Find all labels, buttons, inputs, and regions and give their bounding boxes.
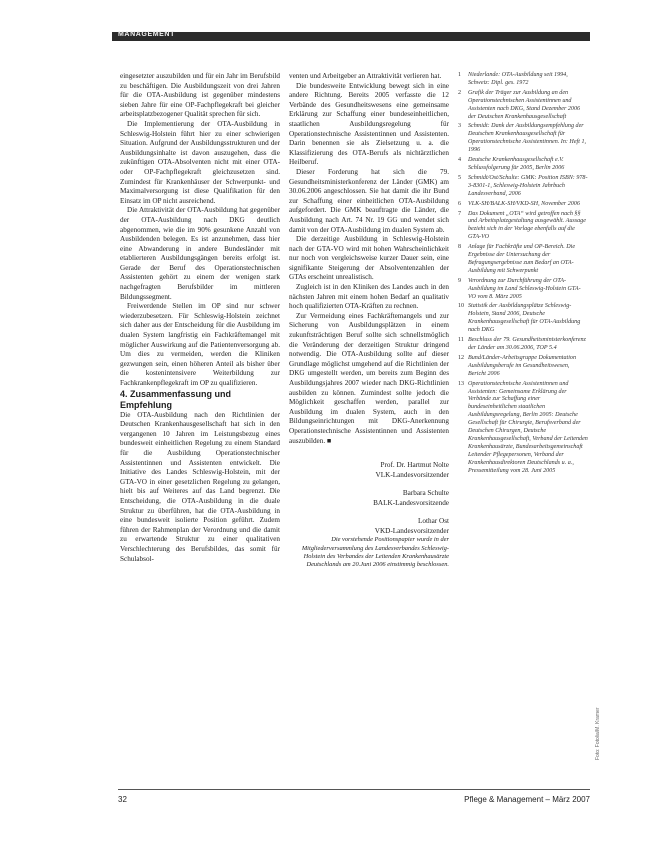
footnote: [458, 303, 588, 335]
paragraph: Die bundesweite Entwicklung bewegt sich in eine andere Richtung. Bereits 2005 verfasste die 12 Verbände des Gesundheitswesens eine gemeinsame Erklärung zur Schaffung einer bundeseinheitlichen, staatlichen Ausbildungsregelung für Operationstechnische Assistentinnen und Assistenten. Darin benennen sie als Zielsetzung u. a. die Klassifizierung des OTA-Berufs als nichtärztlichen Heilberuf.: [289, 81, 449, 167]
footnote: [458, 157, 588, 173]
paragraph: Die Implementierung der OTA-Ausbildung in Schleswig-Holstein führt hier zu einer schwierigen Situation. Aufgrund der Ausbildungsstrukturen und der Ausbildungsinhalte ist davon auszugehen, dass die zukünftigen OTA-Absolventen nicht mit einer OTA- oder OP-Fachpflegekraft gleichzusetzen sind. Zumindest für Krankenhäuser der Schwerpunkt- und Maximalversorgung ist diese Qualifikation für den Einsatz im OP nicht ausreichend.: [120, 119, 280, 205]
signature-block: [289, 460, 449, 536]
footnote: [458, 123, 588, 155]
footnote: [458, 72, 588, 88]
paragraph: Zur Vermeidung eines Fachkräftemangels und zur Sicherung von Ausbildungsplätzen in einem zukunftsträchtigen Beruf sollte sich schnellstmöglich die Veränderung der derzeitigen Struktur dringend notwendig. Die OTA-Ausbildung sollte auf dieser Grundlage möglichst umgehend auf die Richtlinien der DKG umgestellt werden, um bereits zum Beginn des Ausbildungsjahres 2007 wieder nach DKG-Richtlinien ausbilden zu können. Zumindest sollte jedoch die Möglichkeit geschaffen werden, parallel zur Ausbildung im dualen System, auch in den Bildungseinrichtungen mit DKG-Anerkennung Operationstechnische Assistentinnen und Assistenten auszubilden. ■: [289, 311, 449, 445]
footnote-number: 5: [458, 174, 462, 181]
paragraph: Die OTA-Ausbildung nach den Richtlinien der Deutschen Krankenhausgesellschaft hat sich in den vergangenen 10 Jahren im Leistungsbezug eines bundesweit einheitlichen Regelung zu einem Standard für die Ausbildung Operationstechnischer Assistentinnen und Assistenten entwickelt. Die Initiative des Landes Schleswig-Holstein, mit der GTA-VO in einer gesetzlichen Regelung zu gelangen, hielt bis auf Weiteres auf das Land begrenzt. Die Entscheidung, die OTA-Ausbildung in die duale Struktur zu überführen, hat die OTA-Ausbildung in eine bundesweit isolierte Position geführt. Zudem führen der Rahmenplan der Verordnung und die damit zu erwartende Struktur zu einer qualitativen Verschlechterung des Berufsbildes, das somit für Schulabsol-: [120, 410, 280, 563]
section-heading: 4. Zusammenfassung und Empfehlung: [120, 388, 232, 410]
footnote-text: Operationstechnische Assistentinnen und Assistenten: Gemeinsame Erklärung der Verbände zur Schaffung einer bundeseinheitlichen staatlichen Ausbildungsregelung, Berlin 2005: Deutsche Gesellschaft für Chirurgie, Berufsverband der Deutschen Chirurgen, Deutsche Krankenhausgesellschaft, Verband der Leitenden Krankenhausärzte, Bundesarbeitsgemeinschaft Leitender Pflegepersonen, Verband der Krankenhausdirektoren Deutschlands u. a., Pressemitteilung vom 28. Juni 2005: [468, 380, 588, 474]
footnote-number: 11: [458, 337, 464, 344]
paragraph: eingesetzter auszubilden und für ein Jahr im Berufsbild zu beschäftigen. Die Ausbildungszeit von drei Jahren für die OTA-Ausbildung ist gegenüber mindestens sieben Jahre für eine OP-Fachpflegekraft bei gleicher arbeitsplatzbezogener Qualität sprechen für sich.: [120, 72, 280, 119]
footnote-text: Bund/Länder-Arbeitsgruppe Dokumentation Ausbildungsberufe im Gesundheitswesen, Bericht 2006: [468, 354, 577, 377]
footnotes-column: [458, 72, 588, 478]
paragraph: Dieser Forderung hat sich die 79. Gesundheitsministerkonferenz der Länder (GMK) am 30.06.2006 angeschlossen. Sie hat damit die ihr Bund zur Schaffung einer einheitlichen OTA-Ausbildung aufgefordert. Die GMK beauftragte die Länder, die Ausbildung nach Art. 74 Nr. 19 GG und wendet sich damit von der OTA-Ausbildung im dualen System ab.: [289, 167, 449, 234]
signature-name: Barbara Schulte: [402, 489, 449, 498]
footnote-number: 3: [458, 123, 462, 130]
footnote-number: 13: [458, 380, 465, 387]
footnote-text: Schmidt/Ost/Schulte: GMK: Position ISBN: 978-3-8301-1, Schleswig-Holstein Jahrbuch Landesverband, 2006: [468, 174, 588, 197]
footnote-text: Grafik der Träger zur Ausbildung an den Operationstechnischen Assistentinnen und Assistenten nach DKG, Stand Dezember 2006 der Deutschen Krankenhausgesellschaft: [468, 89, 581, 120]
footnote: [458, 201, 588, 209]
section-label: MANAGEMENT: [118, 31, 175, 38]
footnote-text: Das Dokument „OTA“ wird getroffen nach §§ und Arbeitsplatzgestaltung ausgewählt. Aussage bezieht sich in der Vorlage ebenfalls auf die GTA-VO: [468, 210, 586, 241]
footnote: [458, 211, 588, 243]
paragraph: Die Attraktivität der OTA-Ausbildung hat gegenüber der OTA-Ausbildung nach DKG deutlich abgenommen, wie die im 90% gesunkene Anzahl von Ausbildenden belegen. Es ist anzunehmen, dass hier eine Abwanderung in andere Bundesländer mit etablierteren Ausbildungsgängen bereits erfolgt ist. Gerade der Beruf des Operationstechnischen Assistenten gehört zu einem der wenigen stark nachgefragten Berufsbilder im mittleren Bildungssegment.: [120, 206, 280, 301]
text-column-2: [289, 72, 449, 570]
footnote-text: Schmidt: Dank der Ausbildungsempfehlung der Deutschen Krankenhausgesellschaft für Operationstechnische Assistentinnen. In: Heft 1, 1996: [468, 123, 587, 154]
closing-note: Die vorstehende Positionspapier wurde in der Mitgliederversammlung des Landesverbandes Schleswig-Holstein des Verbandes der Leitenden Krankenhausärzte Deutschlands am 20.Juni 2006 einstimmig beschlossen.: [301, 536, 449, 569]
section-header-bar: [112, 32, 590, 41]
page-number: 32: [118, 795, 127, 804]
footnote-number: 6: [458, 200, 462, 207]
footnote-number: 9: [458, 277, 462, 284]
footnote: [458, 381, 588, 476]
footnote-number: 2: [458, 89, 462, 96]
footnote: [458, 337, 588, 353]
signature-name: Prof. Dr. Hartmut Nolte: [380, 461, 449, 470]
footnote-text: Statistik der Ausbildungsplätze Schleswig-Holstein, Stand 2006, Deutsche Krankenhausgesellschaft für OTA-Ausbildung nach DKG: [468, 303, 581, 334]
footnote-number: 12: [458, 354, 465, 361]
signature-role: BALK-Landesvorsitzende: [373, 499, 449, 508]
paragraph: Die derzeitige Ausbildung in Schleswig-Holstein nach der GTA-VO wird mit hohen Wahrscheinlichkeit nur noch von vergleichsweise kurzer Dauer sein, eine signifikante Steigerung der Absolventenzahlen der GTAs erscheint unrealistisch.: [289, 235, 449, 282]
journal-footer: Pflege & Management – März 2007: [464, 795, 590, 804]
footnote-number: 8: [458, 244, 462, 251]
signature-role: VKD-Landesvorsitzender: [374, 527, 449, 536]
signature-role: VLK-Landesvorsitzender: [375, 471, 449, 480]
footnote-number: 1: [458, 72, 462, 78]
footnote: [458, 244, 588, 276]
paragraph: Freiwerdende Stellen im OP sind nur schwer wiederzubesetzen. Für Schleswig-Holstein zeichnet sich daher aus der Entscheidung für die Ausbildung im dualen System langfristig ein Fachkräftemangel mit möglicher Auswirkung auf die Patientenversorgung ab. Um dies zu vermeiden, werden die Kliniken gezwungen sein, einen höheren Anteil als bisher über die kostenintensivere Weiterbildung zur Fachkrankenpflegekraft im OP zu qualifizieren.: [120, 302, 280, 387]
footnote-text: Verordnung zur Durchführung der OTA-Ausbildung im Land Schleswig-Holstein GTA-VO vom 8. März 2005: [468, 277, 581, 300]
footnote-text: Anlage für Fachkräfte und OP-Bereich. Die Ergebnisse der Untersuchung der Befragungsergebnisse zum Bedarf an OTA-Ausbildung mit Schwerpunkt: [468, 244, 576, 274]
footnote-text: Beschluss der 79. Gesundheitsministerkonferenz der Länder am 30.06.2006, TOP 5.4: [468, 337, 586, 351]
footnote: [458, 175, 588, 199]
footnote-text: VLK-SH/BALK-SH/VKD-SH, November 2006: [468, 200, 580, 207]
footer-rule: [118, 789, 590, 790]
signature-name: Lothar Ost: [418, 517, 449, 526]
footnote: [458, 355, 588, 379]
footnote-number: 4: [458, 157, 462, 164]
footnote-text: Niederlande: OTA-Ausbildung seit 1994, Schweiz: Dipl. ges. 1972: [468, 72, 568, 86]
footnote: [458, 278, 588, 302]
photo-credit: Foto: Fotolia/M. Kramer: [595, 707, 601, 760]
footnote-text: Deutsche Krankenhausgesellschaft e.V. Schlussfolgerung für 2005, Berlin 2006: [468, 157, 565, 171]
paragraph: venten und Arbeitgeber an Attraktivität verlieren hat.: [289, 72, 442, 80]
footnote: [458, 90, 588, 122]
text-column-1: [120, 72, 280, 564]
paragraph: Zugleich ist in den Kliniken des Landes auch in den nächsten Jahren mit einem hohen Bedarf an qualitativ hoch qualifizierten OTA-Kräften zu rechnen.: [289, 283, 449, 311]
footnote-number: 10: [458, 303, 465, 310]
footnote-number: 7: [458, 210, 462, 217]
